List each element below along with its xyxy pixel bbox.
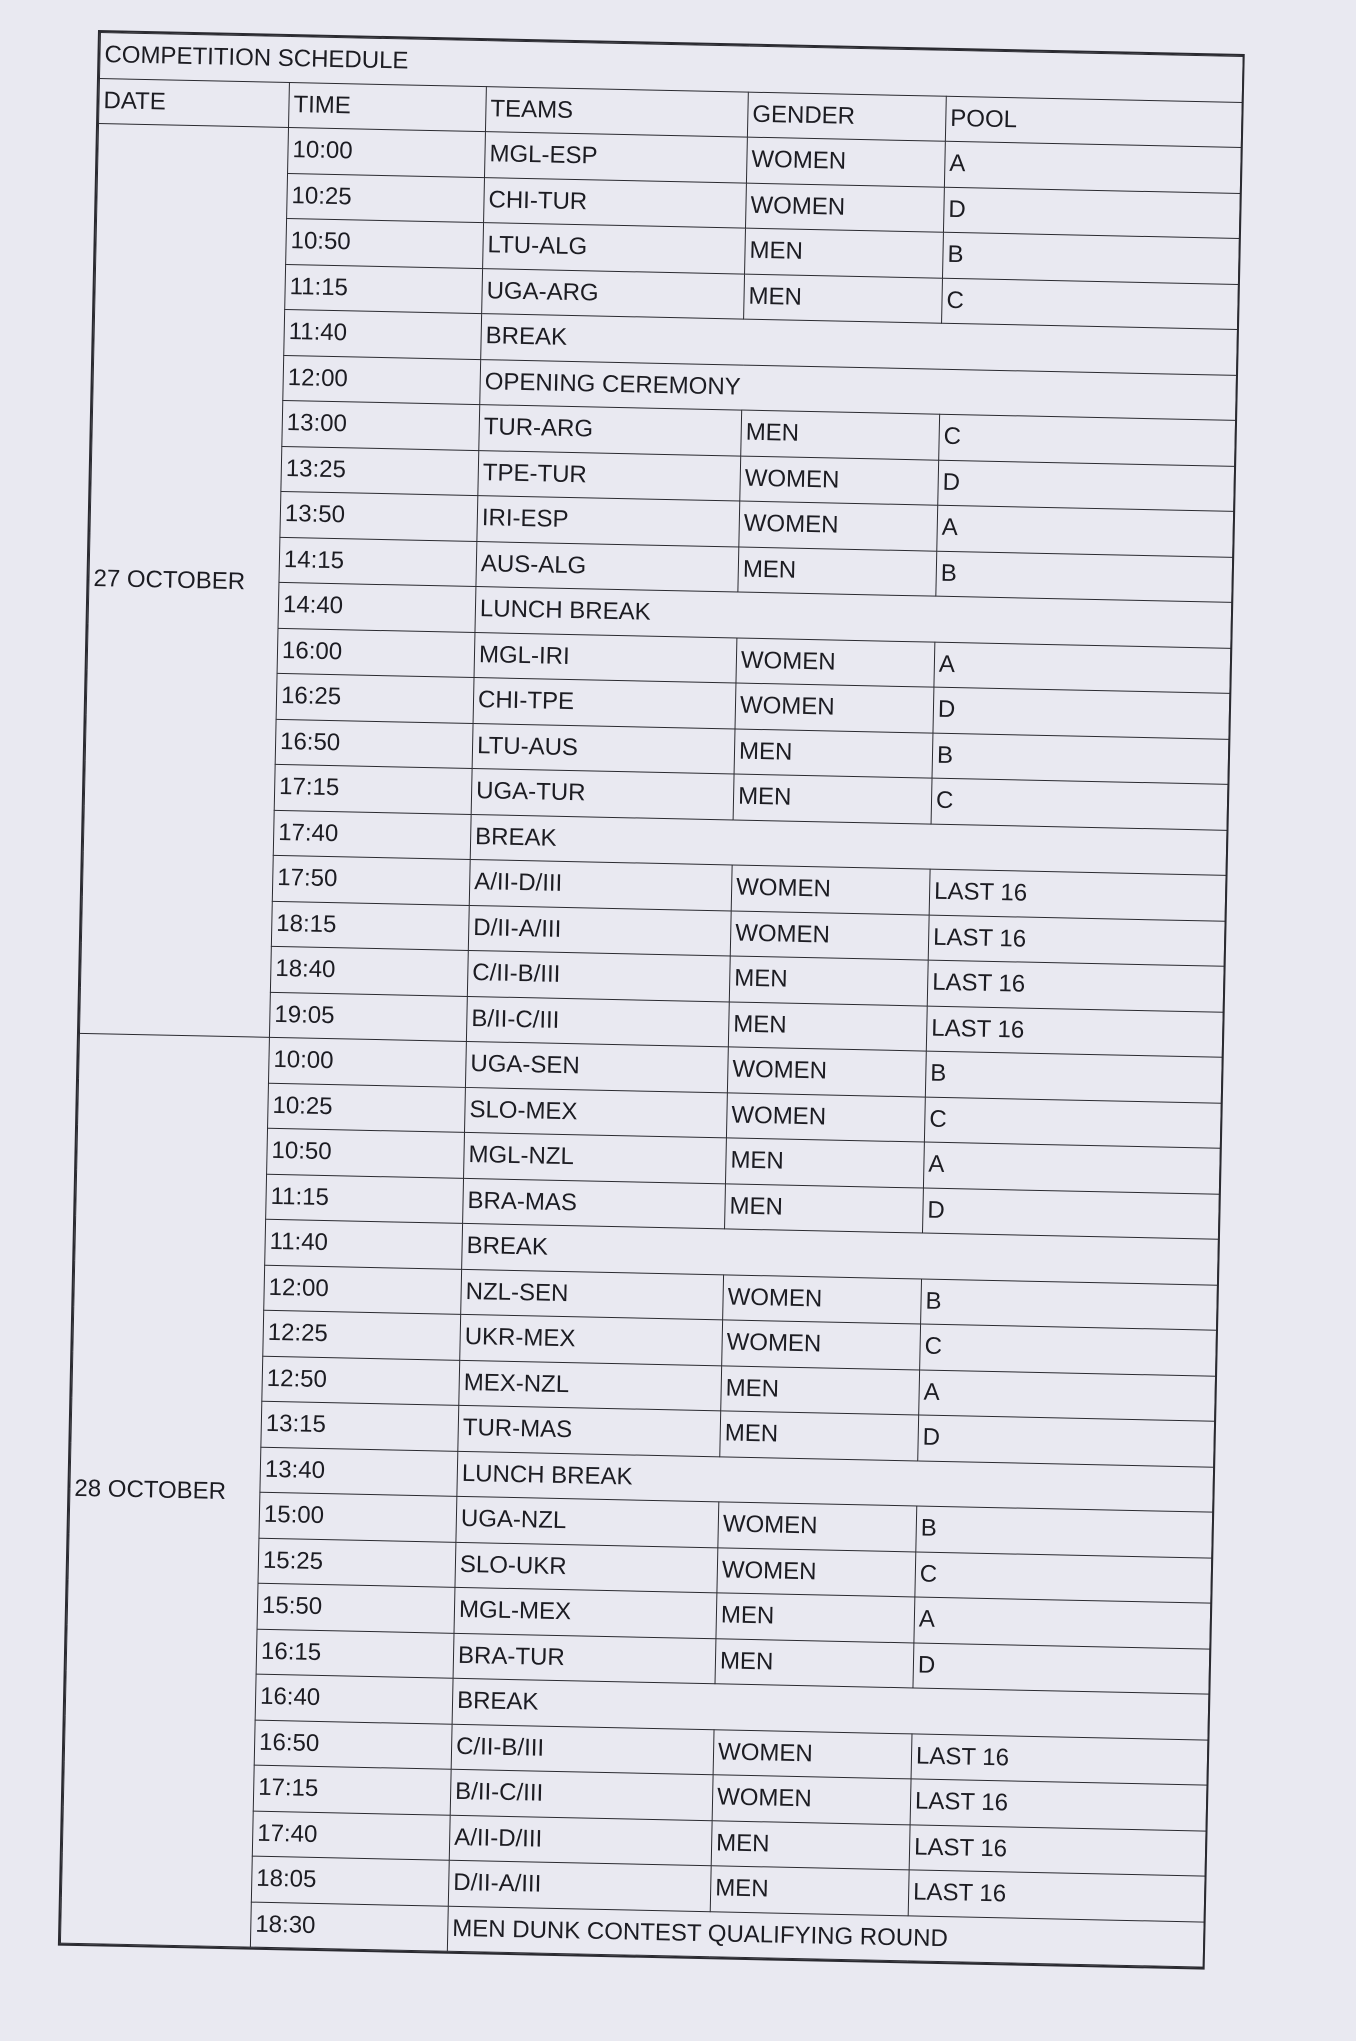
event-cell: BREAK (481, 314, 1238, 375)
teams-cell: UKR-MEX (460, 1314, 723, 1365)
event-cell: BREAK (470, 814, 1227, 875)
schedule-title: COMPETITION SCHEDULE (99, 33, 1243, 102)
gender-cell: WOMEN (745, 183, 944, 233)
teams-cell: IRI-ESP (477, 496, 740, 547)
schedule-table (60, 32, 1244, 1968)
teams-cell: BRA-MAS (463, 1178, 726, 1229)
gender-cell: WOMEN (730, 910, 929, 960)
teams-cell: B/II-C/III (466, 996, 729, 1047)
gender-cell: MEN (738, 547, 937, 597)
pool-cell: LAST 16 (928, 915, 1225, 967)
time-cell: 16:50 (254, 1720, 452, 1770)
gender-cell: WOMEN (739, 501, 938, 551)
header-time: TIME (288, 82, 486, 132)
time-cell: 18:15 (271, 901, 469, 951)
gender-cell: WOMEN (718, 1502, 917, 1552)
time-cell: 10:50 (267, 1128, 465, 1178)
teams-cell: LTU-ALG (483, 223, 746, 274)
gender-cell: MEN (725, 1183, 924, 1233)
time-cell: 17:40 (273, 810, 471, 860)
gender-cell: WOMEN (740, 456, 939, 506)
time-cell: 17:50 (272, 855, 470, 905)
time-cell: 18:40 (270, 946, 468, 996)
time-cell: 12:00 (264, 1265, 462, 1315)
pool-cell: LAST 16 (929, 869, 1226, 921)
pool-cell: C (915, 1551, 1212, 1603)
teams-cell: TUR-MAS (458, 1405, 721, 1456)
teams-cell: AUS-ALG (476, 541, 739, 592)
time-cell: 10:50 (286, 218, 484, 268)
teams-cell: BRA-TUR (453, 1633, 716, 1684)
gender-cell: WOMEN (713, 1729, 912, 1779)
gender-cell: WOMEN (731, 865, 930, 915)
teams-cell: UGA-NZL (456, 1496, 719, 1547)
gender-cell: MEN (741, 410, 940, 460)
pool-cell: B (921, 1279, 1218, 1331)
teams-cell: MGL-NZL (464, 1132, 727, 1183)
time-cell: 11:15 (266, 1174, 464, 1224)
teams-cell: CHI-TUR (484, 177, 747, 228)
header-gender: GENDER (747, 92, 946, 142)
time-cell: 16:15 (256, 1629, 454, 1679)
teams-cell: MGL-MEX (454, 1587, 717, 1638)
gender-cell: WOMEN (722, 1320, 921, 1370)
event-cell: MEN DUNK CONTEST QUALIFYING ROUND (447, 1906, 1204, 1967)
pool-cell: LAST 16 (910, 1779, 1207, 1831)
pool-cell: A (919, 1370, 1216, 1422)
pool-cell: LAST 16 (911, 1733, 1208, 1785)
time-cell: 10:25 (287, 173, 485, 223)
time-cell: 11:40 (265, 1219, 463, 1269)
pool-cell: B (936, 551, 1233, 603)
pool-cell: A (934, 642, 1231, 694)
pool-cell: C (924, 1097, 1221, 1149)
teams-cell: A/II-D/III (449, 1815, 712, 1866)
teams-cell: D/II-A/III (448, 1860, 711, 1911)
time-cell: 16:00 (277, 628, 475, 678)
time-cell: 16:25 (276, 673, 474, 723)
gender-cell: MEN (745, 228, 944, 278)
pool-cell: B (916, 1506, 1213, 1558)
teams-cell: NZL-SEN (461, 1269, 724, 1320)
gender-cell: MEN (729, 956, 928, 1006)
time-cell: 18:30 (250, 1902, 448, 1952)
event-cell: LUNCH BREAK (475, 587, 1232, 648)
pool-cell: C (931, 778, 1228, 830)
time-cell: 15:25 (258, 1538, 456, 1588)
teams-cell: B/II-C/III (450, 1769, 713, 1820)
gender-cell: WOMEN (736, 638, 935, 688)
time-cell: 17:40 (252, 1811, 450, 1861)
time-cell: 15:00 (259, 1492, 457, 1542)
gender-cell: MEN (721, 1365, 920, 1415)
gender-cell: MEN (716, 1593, 915, 1643)
time-cell: 18:05 (251, 1856, 449, 1906)
teams-cell: MEX-NZL (459, 1360, 722, 1411)
gender-cell: MEN (734, 728, 933, 778)
event-cell: BREAK (452, 1678, 1209, 1739)
time-cell: 13:00 (282, 400, 480, 450)
time-cell: 19:05 (269, 992, 467, 1042)
gender-cell: MEN (733, 774, 932, 824)
time-cell: 13:40 (260, 1447, 458, 1497)
time-cell: 13:50 (280, 491, 478, 541)
pool-cell: A (944, 141, 1241, 193)
gender-cell: WOMEN (723, 1274, 922, 1324)
gender-cell: WOMEN (717, 1547, 916, 1597)
gender-cell: WOMEN (726, 1092, 925, 1142)
schedule-body (60, 124, 1241, 1968)
pool-cell: B (942, 232, 1239, 284)
time-cell: 17:15 (274, 764, 472, 814)
gender-cell: WOMEN (727, 1047, 926, 1097)
event-cell: OPENING CEREMONY (480, 359, 1237, 420)
pool-cell: A (923, 1142, 1220, 1194)
pool-cell: C (939, 414, 1236, 466)
date-cell: 28 OCTOBER (60, 1033, 269, 1947)
teams-cell: C/II-B/III (467, 950, 730, 1001)
pool-cell: LAST 16 (908, 1870, 1205, 1922)
time-cell: 16:40 (255, 1674, 453, 1724)
pool-cell: C (920, 1324, 1217, 1376)
time-cell: 11:15 (285, 264, 483, 314)
gender-cell: MEN (710, 1866, 909, 1916)
event-cell: BREAK (462, 1223, 1219, 1284)
teams-cell: SLO-MEX (464, 1087, 727, 1138)
pool-cell: D (933, 687, 1230, 739)
gender-cell: MEN (715, 1638, 914, 1688)
pool-cell: C (942, 278, 1239, 330)
event-cell: LUNCH BREAK (457, 1451, 1214, 1512)
pool-cell: LAST 16 (927, 960, 1224, 1012)
pool-cell: B (932, 733, 1229, 785)
pool-cell: D (938, 460, 1235, 512)
time-cell: 12:00 (283, 355, 481, 405)
pool-cell: D (918, 1415, 1215, 1467)
teams-cell: CHI-TPE (473, 678, 736, 729)
teams-cell: UGA-TUR (471, 768, 734, 819)
teams-cell: UGA-ARG (482, 268, 745, 319)
time-cell: 12:50 (262, 1356, 460, 1406)
time-cell: 13:25 (281, 446, 479, 496)
gender-cell: WOMEN (735, 683, 934, 733)
gender-cell: WOMEN (746, 137, 945, 187)
time-cell: 14:40 (278, 582, 476, 632)
header-pool: POOL (945, 96, 1242, 148)
teams-cell: A/II-D/III (469, 859, 732, 910)
gender-cell: MEN (728, 1001, 927, 1051)
competition-schedule (58, 30, 1245, 1970)
teams-cell: TUR-ARG (479, 405, 742, 456)
teams-cell: MGL-ESP (485, 132, 748, 183)
pool-cell: D (913, 1642, 1210, 1694)
time-cell: 12:25 (263, 1310, 461, 1360)
teams-cell: C/II-B/III (451, 1724, 714, 1775)
time-cell: 10:00 (288, 128, 486, 178)
time-cell: 10:00 (268, 1037, 466, 1087)
pool-cell: A (914, 1597, 1211, 1649)
pool-cell: B (925, 1051, 1222, 1103)
gender-cell: WOMEN (712, 1775, 911, 1825)
time-cell: 10:25 (268, 1083, 466, 1133)
teams-cell: D/II-A/III (468, 905, 731, 956)
teams-cell: MGL-IRI (474, 632, 737, 683)
pool-cell: LAST 16 (926, 1006, 1223, 1058)
pool-cell: D (922, 1188, 1219, 1240)
gender-cell: MEN (711, 1820, 910, 1870)
header-date: DATE (99, 78, 290, 127)
gender-cell: MEN (720, 1411, 919, 1461)
time-cell: 15:50 (257, 1583, 455, 1633)
time-cell: 17:15 (253, 1765, 451, 1815)
date-cell: 27 OCTOBER (79, 124, 288, 1038)
time-cell: 16:50 (275, 719, 473, 769)
header-teams: TEAMS (485, 86, 748, 137)
teams-cell: UGA-SEN (465, 1041, 728, 1092)
teams-cell: SLO-UKR (455, 1542, 718, 1593)
gender-cell: MEN (725, 1138, 924, 1188)
pool-cell: A (937, 505, 1234, 557)
time-cell: 14:15 (279, 537, 477, 587)
gender-cell: MEN (744, 274, 943, 324)
time-cell: 11:40 (284, 309, 482, 359)
pool-cell: D (943, 187, 1240, 239)
teams-cell: TPE-TUR (478, 450, 741, 501)
time-cell: 13:15 (261, 1401, 459, 1451)
pool-cell: LAST 16 (909, 1824, 1206, 1876)
teams-cell: LTU-AUS (472, 723, 735, 774)
